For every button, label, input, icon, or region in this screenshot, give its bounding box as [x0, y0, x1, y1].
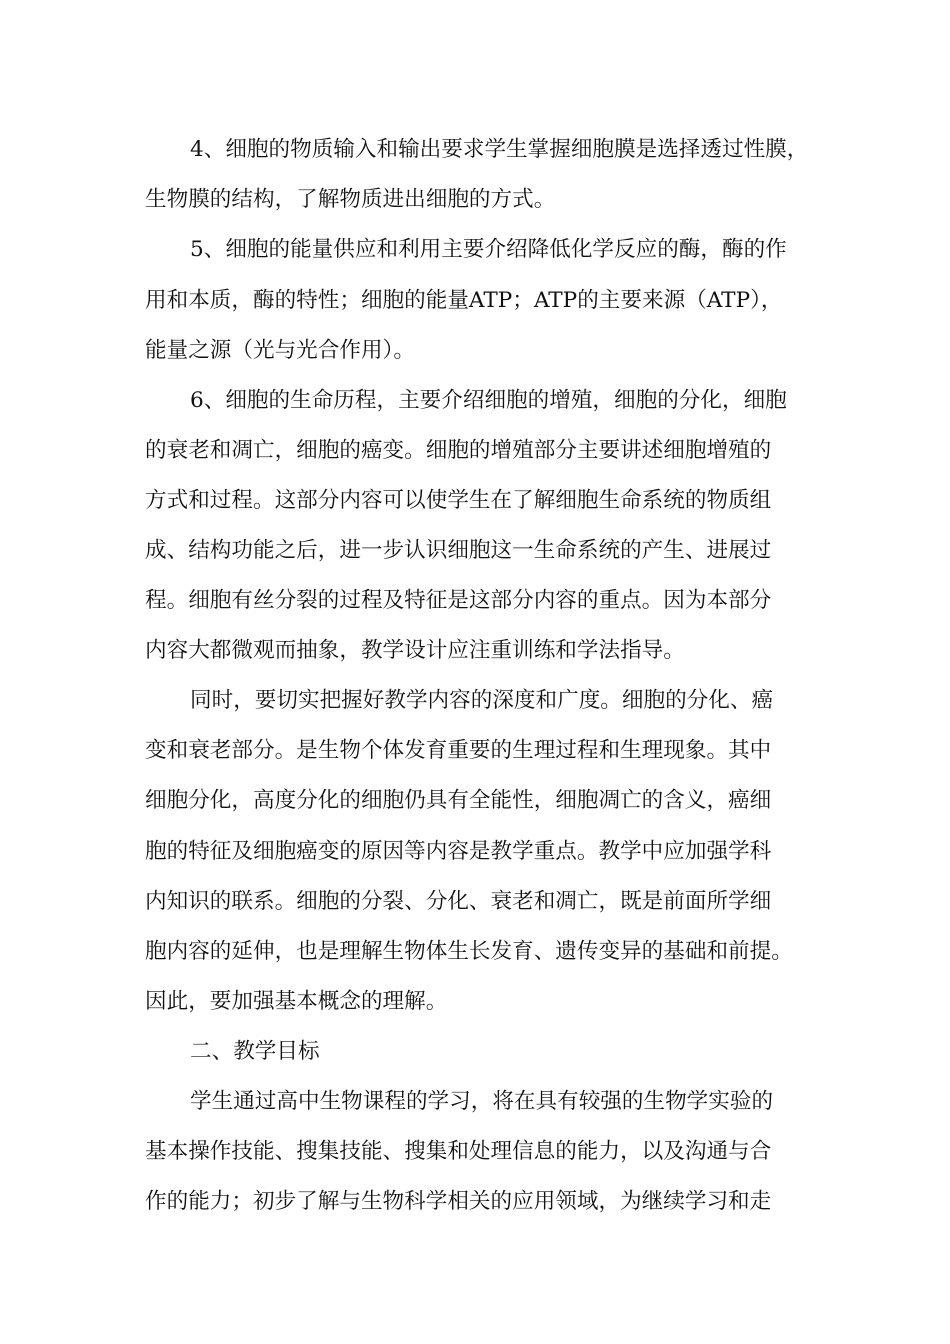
paragraph-line: 同时，要切实把握好教学内容的深度和广度。细胞的分化、癌: [190, 688, 774, 713]
paragraph-line: 程。细胞有丝分裂的过程及特征是这部分内容的重点。因为本部分: [145, 588, 772, 613]
paragraph-line: 用和本质，酶的特性；细胞的能量ATP；ATP的主要来源（ATP），: [145, 288, 783, 313]
paragraph-line: 能量之源（光与光合作用）。: [145, 338, 415, 363]
paragraph-line: 变和衰老部分。是生物个体发育重要的生理过程和生理现象。其中: [145, 738, 772, 763]
paragraph-line: 胞的特征及细胞癌变的原因等内容是教学重点。教学中应加强学科: [145, 839, 772, 864]
paragraph-line: 的衰老和凋亡，细胞的癌变。细胞的增殖部分主要讲述细胞增殖的: [145, 438, 772, 463]
paragraph-line: 因此，要加强基本概念的理解。: [145, 989, 448, 1014]
paragraph-line: 作的能力；初步了解与生物科学相关的应用领域，为继续学习和走: [145, 1189, 772, 1214]
paragraph-line: 6、细胞的生命历程，主要介绍细胞的增殖，细胞的分化，细胞: [190, 388, 787, 413]
paragraph-line: 方式和过程。这部分内容可以使学生在了解细胞生命系统的物质组: [145, 488, 772, 513]
paragraph-line: 内容大都微观而抽象，教学设计应注重训练和学法指导。: [145, 638, 685, 663]
paragraph-line: 成、结构功能之后，进一步认识细胞这一生命系统的产生、进展过: [145, 538, 772, 563]
paragraph-line: 基本操作技能、搜集技能、搜集和处理信息的能力，以及沟通与合: [145, 1139, 772, 1164]
paragraph-line: 4、细胞的物质输入和输出要求学生掌握细胞膜是选择透过性膜，: [190, 137, 809, 162]
paragraph-line: 细胞分化，高度分化的细胞仍具有全能性，细胞凋亡的含义，癌细: [145, 788, 772, 813]
paragraph-line: 学生通过高中生物课程的学习，将在具有较强的生物学实验的: [190, 1089, 774, 1114]
paragraph-line: 内知识的联系。细胞的分裂、分化、衰老和凋亡，既是前面所学细: [145, 889, 772, 914]
section-heading: 二、教学目标: [190, 1039, 320, 1064]
paragraph-line: 胞内容的延伸，也是理解生物体生长发育、遗传变异的基础和前提。: [145, 939, 793, 964]
paragraph-line: 生物膜的结构，了解物质进出细胞的方式。: [145, 187, 556, 212]
paragraph-line: 5、细胞的能量供应和利用主要介绍降低化学反应的酶，酶的作: [190, 237, 787, 262]
